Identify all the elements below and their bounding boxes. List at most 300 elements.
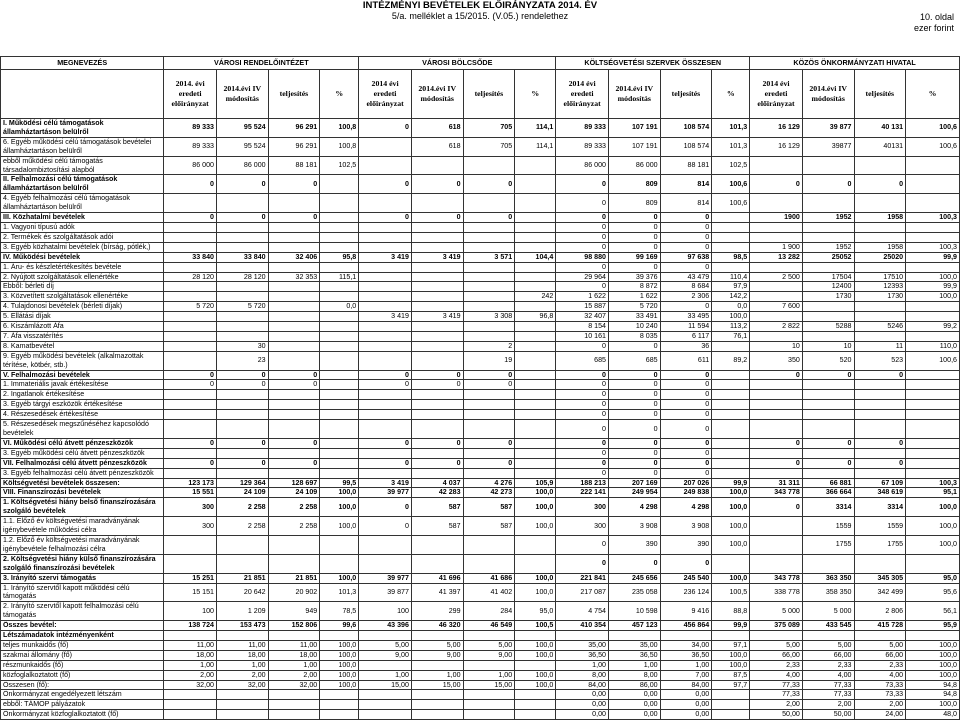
table-cell: 249 838 xyxy=(660,488,712,498)
table-cell xyxy=(268,554,320,573)
table-cell: 300 xyxy=(164,517,217,536)
table-cell: 415 728 xyxy=(854,621,906,631)
table-cell: 100,0 xyxy=(906,660,960,670)
table-cell: 0 xyxy=(608,400,660,410)
table-cell: 95,8 xyxy=(320,252,359,262)
table-cell xyxy=(750,156,803,175)
table-cell xyxy=(515,341,556,351)
table-cell xyxy=(750,232,803,242)
table-cell: 390 xyxy=(660,535,712,554)
table-cell: 33 840 xyxy=(164,252,217,262)
table-cell: 100,0 xyxy=(320,650,359,660)
table-cell xyxy=(802,262,854,272)
table-cell xyxy=(216,322,268,332)
table-cell xyxy=(216,448,268,458)
table-cell: 618 xyxy=(411,137,463,156)
table-cell xyxy=(411,420,463,439)
table-cell xyxy=(750,631,803,641)
document-title: INTÉZMÉNYI BEVÉTELEK ELŐIRÁNYZATA 2014. ÉV xyxy=(362,0,598,11)
table-cell: 2,33 xyxy=(802,660,854,670)
table-cell xyxy=(463,690,515,700)
table-cell: 1952 xyxy=(802,213,854,223)
row-label: közfoglalkoztatott (fő) xyxy=(1,670,164,680)
table-cell: 0 xyxy=(411,458,463,468)
table-cell xyxy=(216,232,268,242)
table-cell xyxy=(802,410,854,420)
table-cell xyxy=(216,690,268,700)
table-cell: 88,8 xyxy=(712,602,750,621)
row-label: Összes bevétel: xyxy=(1,621,164,631)
table-cell: 343 778 xyxy=(750,488,803,498)
table-cell xyxy=(712,410,750,420)
row-label: 1. Áru- és készletértékesítés bevétele xyxy=(1,262,164,272)
table-cell xyxy=(802,222,854,232)
table-row xyxy=(1,331,960,341)
row-label: 3. Egyéb felhalmozási célú átvett pénzeszközök xyxy=(1,468,164,478)
table-cell: 3 571 xyxy=(463,252,515,262)
table-cell: 100,5 xyxy=(712,583,750,602)
table-cell: 24,00 xyxy=(854,710,906,720)
table-cell xyxy=(411,292,463,302)
table-cell: 0 xyxy=(608,242,660,252)
row-label: 6. Kiszámlázott Áfa xyxy=(1,322,164,332)
table-cell: 0 xyxy=(660,448,712,458)
table-cell xyxy=(750,331,803,341)
table-cell: 100,0 xyxy=(906,670,960,680)
table-cell xyxy=(359,282,412,292)
table-cell: 457 123 xyxy=(608,621,660,631)
table-row xyxy=(1,156,960,175)
table-cell: 375 089 xyxy=(750,621,803,631)
table-cell: 0 xyxy=(268,175,320,194)
column-header-row xyxy=(1,70,960,119)
table-cell: 0 xyxy=(660,232,712,242)
table-cell xyxy=(712,242,750,252)
row-label: ebből működési célú támogatás társadalombiztosítási alapból xyxy=(1,156,164,175)
table-row xyxy=(1,420,960,439)
table-cell: 24 109 xyxy=(216,488,268,498)
table-cell: 25052 xyxy=(802,252,854,262)
table-cell: 6 117 xyxy=(660,331,712,341)
table-cell xyxy=(515,380,556,390)
table-cell: 94,8 xyxy=(906,680,960,690)
table-cell: 0 xyxy=(608,468,660,478)
table-cell: 0 xyxy=(216,438,268,448)
table-cell: 86 000 xyxy=(164,156,217,175)
row-label: 4. Részesedések értékesítése xyxy=(1,410,164,420)
table-cell xyxy=(515,631,556,641)
table-cell: 949 xyxy=(268,602,320,621)
table-cell: 100,3 xyxy=(906,242,960,252)
table-cell xyxy=(268,631,320,641)
table-cell xyxy=(411,222,463,232)
column-header-8: 2014 évi eredeti előirányzat xyxy=(556,70,609,119)
table-cell: 33 495 xyxy=(660,312,712,322)
table-cell xyxy=(802,302,854,312)
table-cell xyxy=(268,194,320,213)
table-cell xyxy=(359,331,412,341)
table-cell: 36 xyxy=(660,341,712,351)
table-cell xyxy=(268,351,320,370)
table-cell: 705 xyxy=(463,137,515,156)
table-row xyxy=(1,488,960,498)
table-cell: 32,00 xyxy=(268,680,320,690)
table-cell: 102,5 xyxy=(712,156,750,175)
table-cell: 41 686 xyxy=(463,573,515,583)
table-cell: 89 333 xyxy=(556,119,609,138)
table-cell: 100,0 xyxy=(906,535,960,554)
table-cell: 100,0 xyxy=(515,670,556,680)
table-cell xyxy=(268,322,320,332)
table-cell xyxy=(750,517,803,536)
table-cell: 100,0 xyxy=(515,488,556,498)
table-cell: 29 964 xyxy=(556,272,609,282)
table-cell xyxy=(854,194,906,213)
table-cell: 0 xyxy=(660,370,712,380)
table-cell xyxy=(216,420,268,439)
table-cell: 0 xyxy=(268,213,320,223)
table-row xyxy=(1,478,960,488)
table-cell xyxy=(268,448,320,458)
table-cell xyxy=(320,420,359,439)
table-cell: 10 240 xyxy=(608,322,660,332)
table-cell: 3 908 xyxy=(608,517,660,536)
table-cell xyxy=(359,400,412,410)
column-header-14: teljesítés xyxy=(854,70,906,119)
table-cell xyxy=(712,690,750,700)
table-cell: 32 353 xyxy=(268,272,320,282)
table-row xyxy=(1,322,960,332)
table-cell: 7,00 xyxy=(660,670,712,680)
table-cell xyxy=(411,660,463,670)
table-cell xyxy=(750,410,803,420)
table-cell: 3 908 xyxy=(660,517,712,536)
table-cell: 9,00 xyxy=(359,650,412,660)
table-cell: 87,5 xyxy=(712,670,750,680)
table-cell: 0 xyxy=(216,213,268,223)
table-cell: 0 xyxy=(608,262,660,272)
table-cell xyxy=(268,312,320,322)
table-cell: 0 xyxy=(660,380,712,390)
table-cell: 100,0 xyxy=(320,517,359,536)
table-cell: 89 333 xyxy=(164,119,217,138)
table-cell xyxy=(320,282,359,292)
row-label: teljes munkaidős (fő) xyxy=(1,640,164,650)
table-cell: 99,9 xyxy=(906,282,960,292)
table-cell: 1,00 xyxy=(660,660,712,670)
table-cell: 41 402 xyxy=(463,583,515,602)
row-label: VI. Működési célú átvett pénzeszközök xyxy=(1,438,164,448)
table-cell xyxy=(515,194,556,213)
table-cell: 0 xyxy=(608,370,660,380)
table-row xyxy=(1,680,960,690)
table-cell: 0,00 xyxy=(660,710,712,720)
table-cell xyxy=(268,390,320,400)
row-label: 3. Egyéb működési célú átvett pénzeszközök xyxy=(1,448,164,458)
table-cell: 95 524 xyxy=(216,137,268,156)
table-cell xyxy=(359,448,412,458)
table-cell xyxy=(411,302,463,312)
table-cell xyxy=(906,194,960,213)
table-cell xyxy=(906,400,960,410)
table-cell xyxy=(268,468,320,478)
table-cell: 188 213 xyxy=(556,478,609,488)
table-cell xyxy=(515,535,556,554)
table-cell xyxy=(268,400,320,410)
table-cell xyxy=(712,370,750,380)
table-cell xyxy=(515,331,556,341)
table-cell: 0 xyxy=(268,438,320,448)
table-cell xyxy=(906,468,960,478)
table-cell xyxy=(854,400,906,410)
table-cell xyxy=(750,420,803,439)
table-cell: 2 258 xyxy=(216,517,268,536)
table-row xyxy=(1,410,960,420)
table-cell: 86 000 xyxy=(556,156,609,175)
table-cell xyxy=(164,631,217,641)
table-cell: 5,00 xyxy=(463,640,515,650)
table-cell: 98 880 xyxy=(556,252,609,262)
table-cell xyxy=(515,232,556,242)
table-cell: 0 xyxy=(556,420,609,439)
table-cell xyxy=(854,331,906,341)
table-cell: 0 xyxy=(411,370,463,380)
table-cell: 96 291 xyxy=(268,137,320,156)
row-label: 3. Közvetített szolgáltatások ellenértéke xyxy=(1,292,164,302)
table-cell: 100,0 xyxy=(906,650,960,660)
table-cell xyxy=(660,631,712,641)
table-cell: 0 xyxy=(660,468,712,478)
table-cell xyxy=(359,535,412,554)
table-cell xyxy=(515,468,556,478)
table-cell xyxy=(750,312,803,322)
table-cell: 0 xyxy=(359,517,412,536)
table-cell: 101,3 xyxy=(712,119,750,138)
table-cell: 98,5 xyxy=(712,252,750,262)
table-cell: 345 305 xyxy=(854,573,906,583)
table-cell: 0,0 xyxy=(712,302,750,312)
table-cell: 2 806 xyxy=(854,602,906,621)
table-cell xyxy=(268,292,320,302)
row-label: IV. Működési bevételek xyxy=(1,252,164,262)
table-cell: 19 xyxy=(463,351,515,370)
table-cell: 115,1 xyxy=(320,272,359,282)
table-cell: 5 720 xyxy=(164,302,217,312)
table-cell: 100,0 xyxy=(906,272,960,282)
table-cell: 16 129 xyxy=(750,137,803,156)
table-cell xyxy=(359,272,412,282)
table-cell xyxy=(515,438,556,448)
table-cell: 2,00 xyxy=(268,670,320,680)
table-cell: 95,6 xyxy=(906,583,960,602)
table-cell: 814 xyxy=(660,175,712,194)
table-cell: 77,33 xyxy=(750,680,803,690)
table-cell: 1,00 xyxy=(164,660,217,670)
table-cell: 245 540 xyxy=(660,573,712,583)
table-cell: 587 xyxy=(411,517,463,536)
table-cell: 1952 xyxy=(802,242,854,252)
table-cell: 99,2 xyxy=(906,322,960,332)
table-cell: 0 xyxy=(556,194,609,213)
table-cell: 0 xyxy=(411,213,463,223)
table-cell: 96 291 xyxy=(268,119,320,138)
table-cell: 0 xyxy=(463,438,515,448)
table-cell xyxy=(268,282,320,292)
table-cell: 102,5 xyxy=(320,156,359,175)
table-cell xyxy=(320,631,359,641)
header-megnevezes: MEGNEVEZÉS xyxy=(1,57,164,70)
table-cell: 0 xyxy=(802,370,854,380)
table-cell xyxy=(359,390,412,400)
table-cell: 15 887 xyxy=(556,302,609,312)
table-cell xyxy=(906,420,960,439)
table-cell: 0 xyxy=(660,302,712,312)
table-cell: 41 696 xyxy=(411,573,463,583)
table-cell xyxy=(268,535,320,554)
table-cell: 56,1 xyxy=(906,602,960,621)
table-cell xyxy=(359,631,412,641)
table-cell: 338 778 xyxy=(750,583,803,602)
table-cell xyxy=(164,535,217,554)
table-cell: 100 xyxy=(164,602,217,621)
row-label: 1.2. Előző év költségvetési maradványának igénybevétele felhalmozási célra xyxy=(1,535,164,554)
table-cell: 104,4 xyxy=(515,252,556,262)
table-cell xyxy=(463,302,515,312)
table-cell: 1900 xyxy=(750,213,803,223)
table-cell: 97,9 xyxy=(712,282,750,292)
table-cell xyxy=(216,631,268,641)
table-cell xyxy=(854,156,906,175)
column-header-2: teljesítés xyxy=(268,70,320,119)
column-header-0: 2014. évi eredeti előirányzat xyxy=(164,70,217,119)
table-cell: 8 872 xyxy=(608,282,660,292)
table-row xyxy=(1,312,960,322)
row-label: ebből: TÁMOP pályázatok xyxy=(1,700,164,710)
table-cell xyxy=(463,554,515,573)
table-cell: 100,0 xyxy=(712,488,750,498)
table-cell: 15 151 xyxy=(164,583,217,602)
table-cell xyxy=(268,700,320,710)
table-cell xyxy=(463,262,515,272)
table-cell xyxy=(712,380,750,390)
table-cell xyxy=(268,410,320,420)
table-cell xyxy=(216,390,268,400)
table-cell xyxy=(750,400,803,410)
table-cell xyxy=(712,468,750,478)
table-cell: 0 xyxy=(556,380,609,390)
table-cell xyxy=(463,400,515,410)
table-cell: 1 900 xyxy=(750,242,803,252)
table-cell xyxy=(359,660,412,670)
column-header-12: 2014 évi eredeti előirányzat xyxy=(750,70,803,119)
table-cell: 100,6 xyxy=(906,351,960,370)
table-cell: 66,00 xyxy=(802,650,854,660)
table-cell: 94,8 xyxy=(906,690,960,700)
table-cell xyxy=(712,438,750,448)
table-cell: 100,0 xyxy=(320,488,359,498)
table-cell xyxy=(411,448,463,458)
table-cell: 0 xyxy=(750,498,803,517)
table-cell: 40131 xyxy=(854,137,906,156)
table-cell: 100,8 xyxy=(320,137,359,156)
table-cell: 5288 xyxy=(802,322,854,332)
row-label: Költségvetési bevételek összesen: xyxy=(1,478,164,488)
row-label: 7. Áfa visszatérítés xyxy=(1,331,164,341)
row-label: 1.1. Előző év költségvetési maradványának igénybevétele működési célra xyxy=(1,517,164,536)
row-label: VII. Felhalmozási célú átvett pénzeszközök xyxy=(1,458,164,468)
table-row xyxy=(1,292,960,302)
table-cell: 77,33 xyxy=(750,690,803,700)
table-cell xyxy=(216,400,268,410)
table-cell xyxy=(750,448,803,458)
table-cell: 0 xyxy=(750,438,803,448)
table-cell: 46 320 xyxy=(411,621,463,631)
table-cell xyxy=(164,262,217,272)
table-cell xyxy=(411,400,463,410)
table-cell: 95,0 xyxy=(515,602,556,621)
table-cell: 10 161 xyxy=(556,331,609,341)
row-label: Létszámadatok intézményenként xyxy=(1,631,164,641)
table-cell xyxy=(164,322,217,332)
row-label: V. Felhalmozási bevételek xyxy=(1,370,164,380)
table-cell: 0 xyxy=(608,438,660,448)
table-cell: 18,00 xyxy=(164,650,217,660)
table-cell: 100,0 xyxy=(906,640,960,650)
table-cell: 0 xyxy=(750,175,803,194)
table-cell: 236 124 xyxy=(660,583,712,602)
table-cell: 95,9 xyxy=(906,621,960,631)
table-row xyxy=(1,621,960,631)
table-cell: 42 283 xyxy=(411,488,463,498)
table-cell xyxy=(411,232,463,242)
table-cell xyxy=(712,710,750,720)
table-cell: 101,3 xyxy=(712,137,750,156)
table-cell: 0,0 xyxy=(320,302,359,312)
table-cell xyxy=(164,331,217,341)
table-cell xyxy=(359,351,412,370)
row-label: II. Felhalmozási célú támogatások államháztartáson belülről xyxy=(1,175,164,194)
table-cell: 0,00 xyxy=(608,690,660,700)
table-cell: 0 xyxy=(608,458,660,468)
table-cell: 0 xyxy=(802,175,854,194)
table-row xyxy=(1,554,960,573)
table-cell: 46 549 xyxy=(463,621,515,631)
table-cell xyxy=(320,262,359,272)
table-cell xyxy=(854,302,906,312)
table-cell: 100,0 xyxy=(712,498,750,517)
table-cell xyxy=(802,232,854,242)
table-cell: 32 406 xyxy=(268,252,320,262)
column-header-4: 2014 évi eredeti előirányzat xyxy=(359,70,412,119)
table-cell: 685 xyxy=(608,351,660,370)
table-cell: 433 545 xyxy=(802,621,854,631)
table-cell: 0 xyxy=(608,232,660,242)
table-cell: 0 xyxy=(359,438,412,448)
table-cell xyxy=(216,468,268,478)
table-cell xyxy=(359,302,412,312)
table-cell: 110,0 xyxy=(906,341,960,351)
table-cell: 99,6 xyxy=(320,621,359,631)
table-cell: 110,4 xyxy=(712,272,750,282)
table-cell xyxy=(515,351,556,370)
table-cell: 101,3 xyxy=(320,583,359,602)
table-row xyxy=(1,640,960,650)
table-cell xyxy=(906,262,960,272)
table-cell xyxy=(515,370,556,380)
table-cell xyxy=(320,390,359,400)
table-cell: 32 407 xyxy=(556,312,609,322)
table-cell: 0 xyxy=(268,380,320,390)
